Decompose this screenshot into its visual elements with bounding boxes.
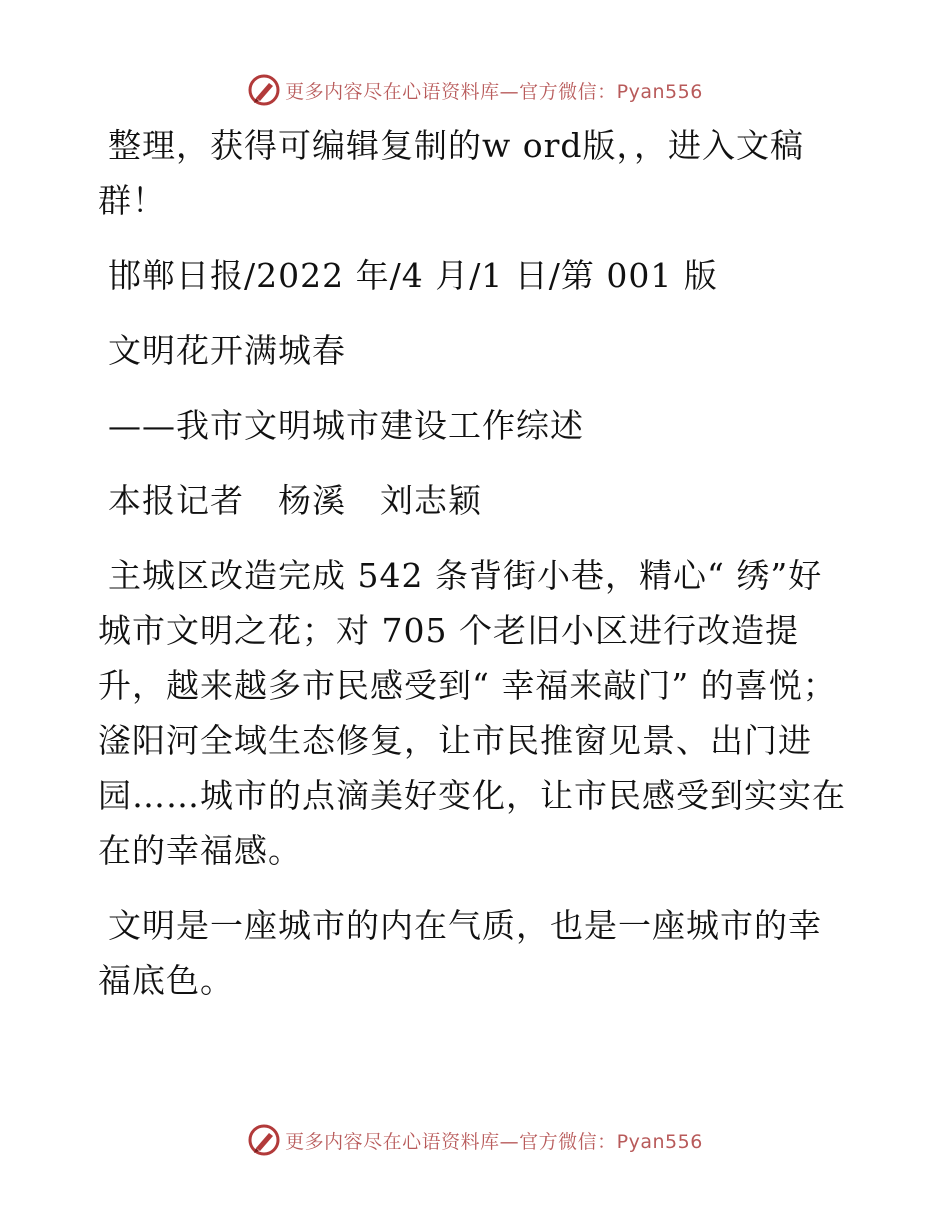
document-body bbox=[98, 118, 850, 1028]
article-subtitle: ——我市文明城市建设工作综述 bbox=[108, 406, 584, 445]
footer-banner bbox=[0, 1120, 950, 1160]
body-paragraph: 主城区改造完成 542 条背街小巷，精心“ 绣”好城市文明之花；对 705 个老旧小区进行改造提升，越来越多市民感受到“ 幸福来敲门” 的喜悦；滏阳河全域生态修复，让市民推窗见景、出门进园……城市的点滴美好变化，让市民感受到实实在在的幸福感。 bbox=[98, 556, 846, 870]
intro-note: 整理，获得可编辑复制的w ord版，，进入文稿群！ bbox=[98, 126, 805, 220]
header-banner bbox=[0, 70, 950, 110]
pen-logo-icon bbox=[247, 1123, 281, 1157]
body-paragraph: 文明是一座城市的内在气质，也是一座城市的幸福底色。 bbox=[98, 906, 822, 1000]
publication-source: 邯郸日报/2022 年/4 月/1 日/第 001 版 bbox=[108, 256, 718, 295]
header-banner-text: 更多内容尽在心语资料库—官方微信：Pyan556 bbox=[285, 80, 703, 103]
footer-banner-text: 更多内容尽在心语资料库—官方微信：Pyan556 bbox=[285, 1130, 703, 1153]
article-title: 文明花开满城春 bbox=[108, 331, 346, 370]
byline: 本报记者 杨溪 刘志颖 bbox=[108, 481, 482, 520]
pen-logo-icon bbox=[247, 73, 281, 107]
